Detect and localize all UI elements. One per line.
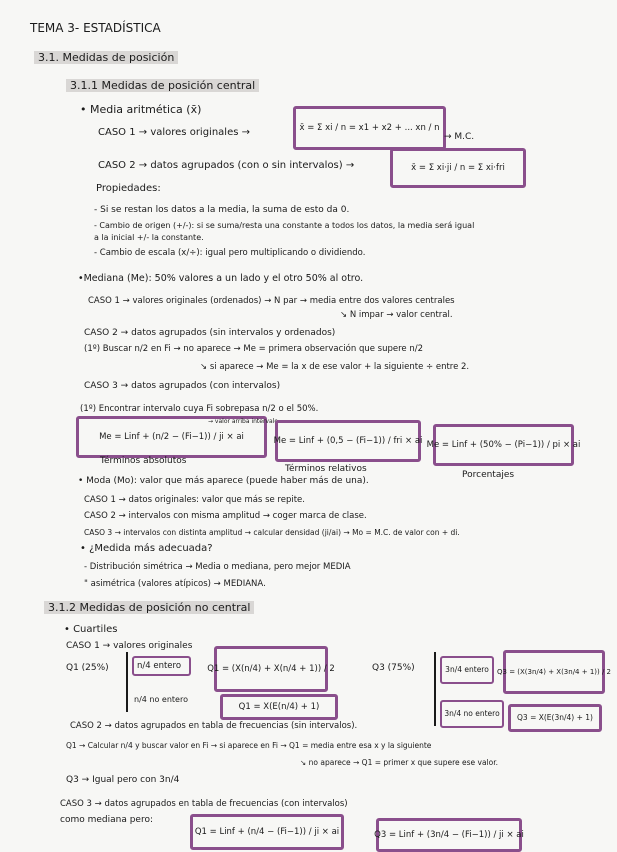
medida-adecuada: • ¿Medida más adecuada? bbox=[80, 543, 213, 554]
section-3-1-1: 3.1.1 Medidas de posición central bbox=[66, 80, 259, 92]
mediana-caso3-intervalo: (1º) Encontrar intervalo cuya Fi sobrepasa n/2 o el 50%. bbox=[80, 404, 319, 414]
mediana-caso3: CASO 3 → datos agrupados (con intervalos) bbox=[84, 381, 281, 391]
mediana-caso1: CASO 1 → valores originales (ordenados) → N par → media entre dos valores centrales bbox=[88, 296, 455, 306]
formula-q1-noentero: Q1 = X(E(n/4) + 1) bbox=[220, 694, 338, 720]
propiedad-2: - Cambio de origen (+/-): si se suma/resta una constante a todos los datos, la media será igual bbox=[94, 221, 475, 230]
cuartiles-heading: • Cuartiles bbox=[64, 624, 118, 635]
media-mc-note: → M.C. bbox=[444, 132, 475, 142]
caption-relativos: Términos relativos bbox=[285, 464, 367, 474]
cuartiles-caso3: CASO 3 → datos agrupados en tabla de frecuencias (con intervalos) bbox=[60, 799, 348, 809]
cuartiles-caso2-q3: Q3 → Igual pero con 3n/4 bbox=[66, 775, 180, 785]
cuartiles-caso2-q1: Q1 → Calcular n/4 y buscar valor en Fi → si aparece en Fi → Q1 = media entre esa x y la siguiente bbox=[66, 741, 432, 750]
page-title: TEMA 3- ESTADÍSTICA bbox=[30, 21, 161, 35]
mediana-caso2: CASO 2 → datos agrupados (sin intervalos y ordenados) bbox=[84, 328, 336, 338]
propiedad-1: - Si se restan los datos a la media, la suma de esto da 0. bbox=[94, 205, 350, 215]
adecuada-simetrica: - Distribución simétrica → Media o mediana, pero mejor MEDIA bbox=[84, 562, 351, 572]
section-3-1: 3.1. Medidas de posición bbox=[34, 52, 178, 64]
mediana-caso2-buscar: (1º) Buscar n/2 en Fi → no aparece → Me = primera observación que supere n/2 bbox=[84, 344, 423, 354]
propiedad-2b: a la inicial +/- la constante. bbox=[94, 233, 204, 242]
q3-label: Q3 (75%) bbox=[372, 663, 415, 673]
media-caso1: CASO 1 → valores originales → bbox=[98, 127, 250, 138]
formula-q1-entero: Q1 = (X(n/4) + X(n/4 + 1)) / 2 bbox=[214, 646, 328, 692]
formula-q3-entero: Q3 = (X(3n/4) + X(3n/4 + 1)) / 2 bbox=[503, 650, 605, 694]
moda-caso3: CASO 3 → intervalos con distinta amplitud → calcular densidad (ji/ai) → Mo = M.C. de valor con + di. bbox=[84, 528, 460, 537]
moda-caso2: CASO 2 → intervalos con misma amplitud → coger marca de clase. bbox=[84, 511, 367, 521]
cuartiles-caso2-noaparece: ↘ no aparece → Q1 = primer x que supere ese valor. bbox=[300, 758, 499, 767]
formula-media-originales: x̄ = Σ xi / n = x1 + x2 + ... xn / n bbox=[293, 106, 446, 150]
caption-absolutos: Términos absolutos bbox=[100, 456, 187, 466]
caption-porcentajes: Porcentajes bbox=[462, 470, 515, 480]
mediana-caso2-aparece: ↘ si aparece → Me = la x de ese valor + la siguiente ÷ entre 2. bbox=[200, 362, 470, 372]
formula-mediana-relativos: Me = Linf + (0,5 − (Fi−1)) / fri × ai bbox=[275, 420, 421, 462]
q1-noentero-label: n/4 no entero bbox=[134, 695, 188, 704]
q3-noentero-label: 3n/4 no entero bbox=[440, 700, 504, 728]
formula-mediana-porcentajes: Me = Linf + (50% − (Pi−1)) / pi × ai bbox=[433, 424, 574, 466]
cuartiles-caso1: CASO 1 → valores originales bbox=[66, 641, 193, 651]
media-heading: • Media aritmética (x̄) bbox=[80, 103, 202, 116]
q3-brace bbox=[434, 652, 436, 726]
formula-q1-intervalos: Q1 = Linf + (n/4 − (Fi−1)) / ji × ai bbox=[190, 814, 344, 850]
cuartiles-caso3-mediana: como mediana pero: bbox=[60, 815, 153, 825]
cuartiles-caso2: CASO 2 → datos agrupados en tabla de frecuencias (sin intervalos). bbox=[70, 721, 358, 731]
formula-media-agrupados: x̄ = Σ xi·ji / n = Σ xi·fri bbox=[390, 148, 526, 188]
mediana-heading: •Mediana (Me): 50% valores a un lado y el otro 50% al otro. bbox=[78, 273, 364, 284]
propiedades-label: Propiedades: bbox=[96, 183, 161, 194]
propiedad-3: - Cambio de escala (x/÷): igual pero multiplicando o dividiendo. bbox=[94, 248, 366, 258]
q1-entero-label: n/4 entero bbox=[132, 656, 191, 676]
q3-entero-label: 3n/4 entero bbox=[440, 656, 494, 684]
q1-label: Q1 (25%) bbox=[66, 663, 109, 673]
moda-caso1: CASO 1 → datos originales: valor que más se repite. bbox=[84, 495, 305, 505]
q1-brace bbox=[126, 652, 128, 712]
formula-q3-intervalos: Q3 = Linf + (3n/4 − (Fi−1)) / ji × ai bbox=[376, 818, 522, 852]
mediana-caso1-impar: ↘ N impar → valor central. bbox=[340, 310, 453, 320]
formula-mediana-absolutos-text: Me = Linf + (n/2 − (Fi−1)) / ji × ai bbox=[99, 432, 244, 442]
media-caso2: CASO 2 → datos agrupados (con o sin intervalos) → bbox=[98, 160, 355, 171]
formula-q3-noentero: Q3 = X(E(3n/4) + 1) bbox=[508, 704, 602, 732]
section-3-1-2: 3.1.2 Medidas de posición no central bbox=[44, 602, 254, 614]
moda-heading: • Moda (Mo): valor que más aparece (puede haber más de una). bbox=[78, 476, 369, 486]
adecuada-asimetrica: " asimétrica (valores atípicos) → MEDIANA. bbox=[84, 579, 266, 589]
mediana-absolutos-note: → valor arriba intervalo bbox=[208, 418, 278, 425]
